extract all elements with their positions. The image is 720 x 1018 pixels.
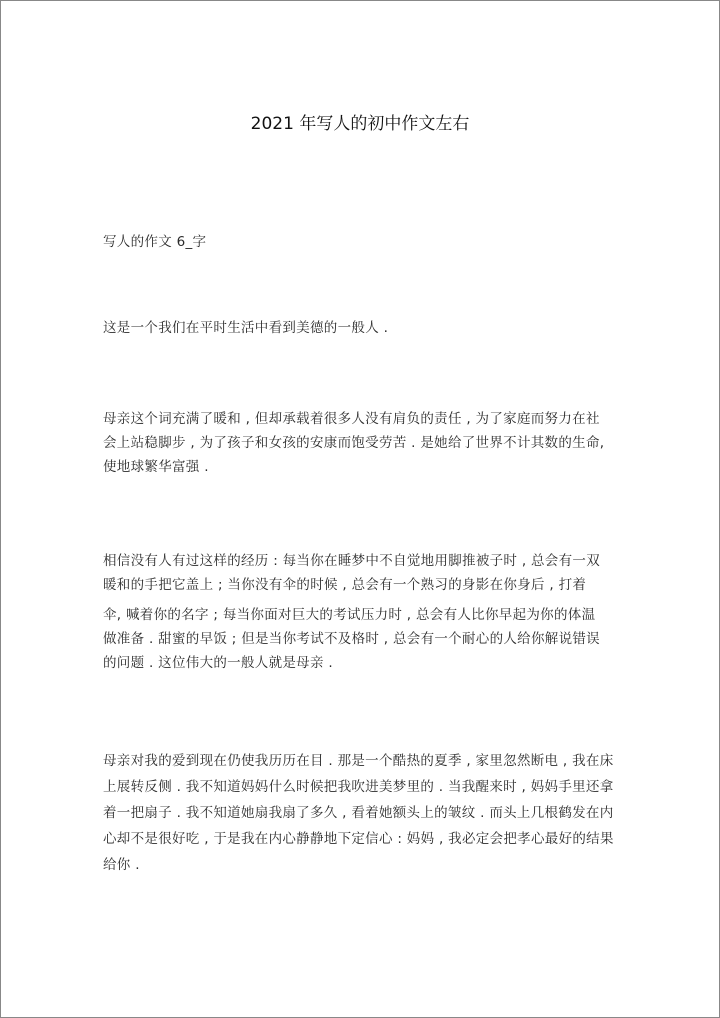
paragraph-line: 母亲对我的爱到现在仍使我历历在目 . 那是一个酷热的夏季 , 家里忽然断电 , 我在床: [103, 753, 614, 769]
document-title: 2021 年写人的初中作文左右: [250, 114, 470, 134]
paragraph-line: 暖和的手把它盖上 ; 当你没有伞的时候 , 总会有一个熟习的身影在你身后 , 打着: [103, 577, 587, 593]
paragraph-line: 心却不是很好吃 , 于是我在内心静静地下定信心 : 妈妈 , 我必定会把孝心最好的结果: [103, 831, 614, 847]
paragraph-mother-word: [103, 407, 608, 479]
paragraph-line: 做准备 . 甜蜜的早饭 ; 但是当你考试不及格时 , 总会有一个耐心的人给你解说错误: [103, 631, 600, 647]
paragraph-line: 相信没有人有过这样的经历 : 每当你在睡梦中不自觉地用脚推被子时 , 总会有一双: [103, 553, 601, 569]
paragraph-experience: [103, 549, 608, 675]
paragraph-heading: [103, 232, 608, 252]
paragraph-summer-memory: [103, 748, 614, 878]
paragraph-line: 上展转反侧 . 我不知道妈妈什么时候把我吹进美梦里的 . 当我醒来时 , 妈妈手里还拿: [103, 779, 614, 795]
paragraph-line: 的问题 . 这位伟大的一般人就是母亲 .: [103, 655, 333, 671]
paragraph-line: 给你 .: [103, 857, 140, 873]
paragraph-line: 会上站稳脚步 , 为了孩子和女孩的安康而饱受劳苦 . 是她给了世界不计其数的生命,: [103, 435, 605, 451]
paragraph-line: 这是一个我们在平时生活中看到美德的一般人 .: [103, 320, 389, 336]
paragraph-line: 使地球繁华富强 .: [103, 459, 209, 475]
paragraph-line: 写人的作文 6_字: [103, 234, 207, 250]
paragraph-intro: [103, 318, 608, 338]
paragraph-line: 着一把扇子 . 我不知道她扇我扇了多久 , 看着她额头上的皱纹 . 而头上几根鹤发在内: [103, 805, 614, 821]
paragraph-line: 母亲这个词充满了暖和 , 但却承载着很多人没有肩负的责任 , 为了家庭而努力在社: [103, 411, 600, 427]
paragraph-line: 伞, 喊着你的名字 ; 每当你面对巨大的考试压力时 , 总会有人比你早起为你的体温: [103, 607, 596, 623]
